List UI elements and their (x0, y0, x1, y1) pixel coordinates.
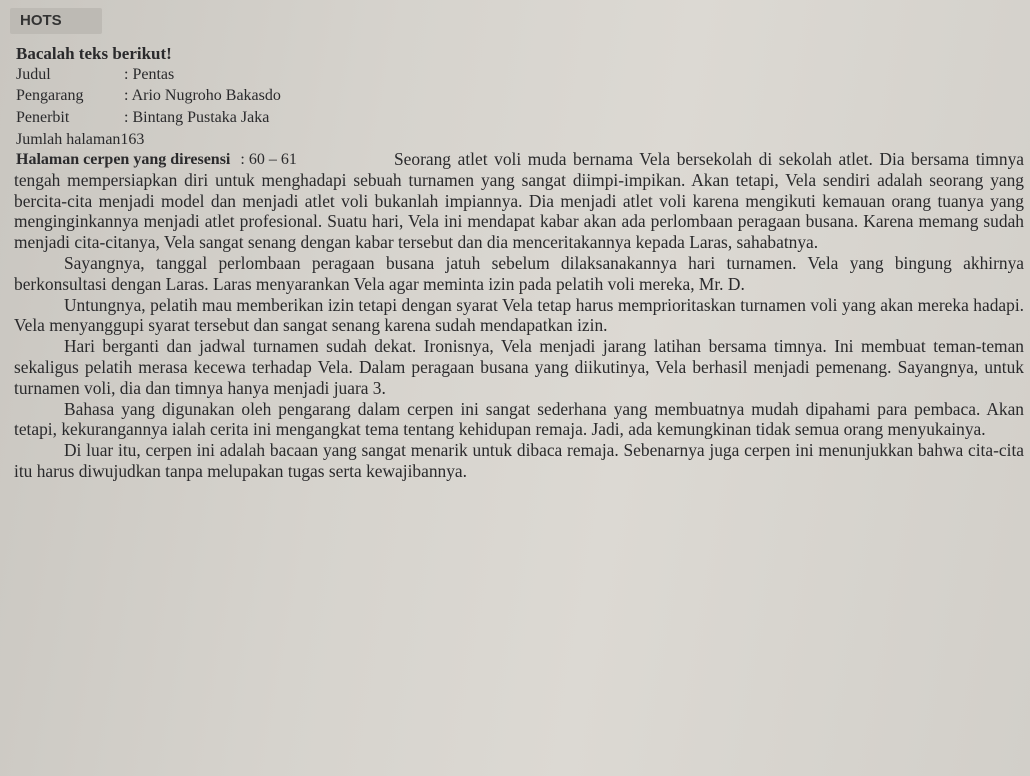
meta-label: Penerbit (16, 109, 70, 126)
paragraph: Hari berganti dan jadwal turnamen sudah dekat. Ironisnya, Vela menjadi jarang latihan bersama timnya. Ini membuat teman-teman sekaligus pelatih merasa kecewa terhadap Vela. Dalam peragaan busana yang diikutinya, Vela berhasil menjadi pemenang. Sayangnya, untuk turnamen voli, dia dan timnya hanya menjadi juara 3. (14, 336, 1024, 398)
meta-value: : Pentas (124, 66, 175, 83)
review-body (14, 149, 1024, 482)
meta-value: : Bintang Pustaka Jaka (124, 109, 270, 126)
meta-value: : Ario Nugroho Bakasdo (124, 87, 281, 104)
paragraph: Bahasa yang digunakan oleh pengarang dalam cerpen ini sangat sederhana yang membuatnya mudah dipahami para pembaca. Akan tetapi, kekurangannya ialah cerita ini mengangkat tema tentang kehidupan remaja. Jadi, ada kemungkinan tidak semua orang menyukainya. (14, 398, 1024, 440)
meta-judul (16, 66, 175, 84)
paragraph: Sayangnya, tanggal perlombaan peragaan busana jatuh sebelum dilaksanakannya hari turnamen. Vela yang bingung akhirnya berkonsultasi dengan Laras. Laras menyarankan Vela agar meminta izin pada pelatih voli mereka, Mr. D. (14, 252, 1024, 294)
meta-pengarang (16, 87, 281, 105)
meta-jumlah-halaman (16, 131, 144, 149)
hots-badge: HOTS (10, 8, 102, 34)
halaman-value: : 60 – 61 (240, 151, 297, 168)
meta-value: 163 (120, 131, 145, 148)
paragraph: Seorang atlet voli muda bernama Vela bersekolah di sekolah atlet. Dia bersama timnya tengah mempersiapkan diri untuk menghadapi sebuah turnamen yang sangat diimpi-impikan. Akan tetapi, Vela sendiri adalah seorang yang bercita-cita menjadi model dan menjadi atlet voli bukanlah impiannya. Dia menjadi atlet voli karena mengikuti kemauan orang tuanya yang menginginkannya menjadi atlet profesional. Suatu hari, Vela ini mendapat kabar akan ada perlombaan peragaan busana. Karena memang sudah menjadi cita-citanya, Vela sangat senang dengan kabar tersebut dan dia menceritakannya kepada Laras, sahabatnya. (14, 149, 1024, 253)
paragraph: Di luar itu, cerpen ini adalah bacaan yang sangat menarik untuk dibaca remaja. Sebenarnya juga cerpen ini menunjukkan bahwa cita-cita itu harus diwujudkan tanpa melupakan tugas serta kewajibannya. (14, 440, 1024, 481)
instruction-heading: Bacalah teks berikut! (16, 44, 172, 63)
meta-label: Judul (16, 66, 51, 83)
paragraph: Untungnya, pelatih mau memberikan izin tetapi dengan syarat Vela tetap harus memprioritaskan turnamen voli yang akan mereka hadapi. Vela menyanggupi syarat tersebut dan sangat senang karena sudah mendapatkan izin. (14, 294, 1024, 336)
meta-label: Jumlah halaman (16, 131, 121, 148)
meta-penerbit (16, 109, 270, 127)
meta-label: Pengarang (16, 87, 84, 104)
halaman-label: Halaman cerpen yang diresensi (16, 151, 231, 168)
